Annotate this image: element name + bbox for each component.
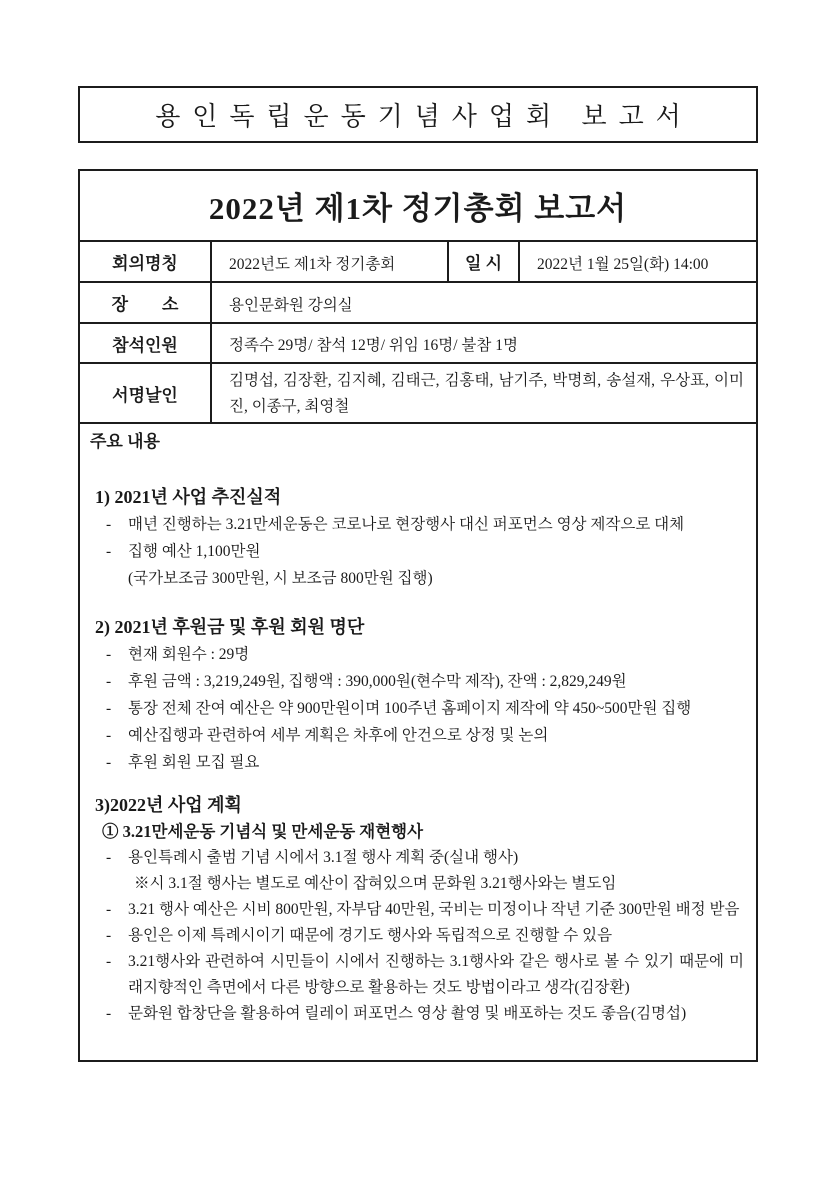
- list-item: [106, 949, 744, 1001]
- bullet-dash: -: [106, 754, 112, 771]
- list-item: [106, 511, 744, 538]
- section-1-note: (국가보조금 300만원, 시 보조금 800만원 집행): [128, 570, 433, 587]
- list-item: [106, 641, 744, 668]
- datetime-label: 일 시: [449, 242, 520, 281]
- meeting-name-value: 2022년도 제1차 정기총회: [212, 242, 449, 281]
- bullet-dash: -: [106, 543, 112, 560]
- bullet-dash: -: [106, 901, 112, 918]
- list-item-text: 용인은 이제 특례시이기 때문에 경기도 행사와 독립적으로 진행할 수 있음: [128, 927, 613, 944]
- report-box: [78, 169, 758, 1062]
- section-2-title: 2) 2021년 후원금 및 후원 회원 명단: [95, 617, 365, 637]
- list-item: [106, 897, 744, 923]
- list-item: [106, 668, 744, 695]
- list-item-text: 매년 진행하는 3.21만세운동은 코로나로 현장행사 대신 퍼포먼스 영상 제작으로 대체: [128, 516, 685, 533]
- bullet-dash: -: [106, 1005, 112, 1022]
- list-item-text: 후원 회원 모집 필요: [128, 754, 260, 771]
- bullet-dash: -: [106, 516, 112, 533]
- list-item: [106, 538, 744, 565]
- bullet-dash: -: [106, 849, 112, 866]
- bullet-dash: -: [106, 953, 112, 970]
- org-title-box: [78, 86, 758, 143]
- list-item-text: 현재 회원수 : 29명: [128, 646, 250, 663]
- list-item-text: 3.21 행사 예산은 시비 800만원, 자부담 40만원, 국비는 미정이나 작년 기준 300만원 배정 받음: [128, 901, 740, 918]
- list-item-text: 예산집행과 관련하여 세부 계획은 차후에 안건으로 상정 및 논의: [128, 727, 549, 744]
- list-item: [106, 695, 744, 722]
- bullet-dash: -: [106, 700, 112, 717]
- meeting-name-label: 회의명칭: [80, 242, 212, 281]
- list-item: [106, 749, 744, 776]
- section-3-note: ※시 3.1절 행사는 별도로 예산이 잡혀있으며 문화원 3.21행사와는 별도임: [134, 875, 617, 892]
- bullet-dash: -: [106, 927, 112, 944]
- attendee-label: 참석인원: [80, 324, 212, 362]
- main-content: [80, 424, 756, 1060]
- org-title: 용인독립운동기념사업회 보고서: [155, 102, 693, 131]
- list-item: [106, 923, 744, 949]
- datetime-value: 2022년 1월 25일(화) 14:00: [537, 255, 709, 273]
- meta-row-attendees: [80, 324, 756, 364]
- attendee-value: 정족수 29명/ 참석 12명/ 위임 16명/ 불참 1명: [229, 337, 518, 354]
- list-item: [106, 845, 744, 871]
- section-3-title: 3)2022년 사업 계획: [95, 795, 242, 815]
- list-item: [106, 1001, 744, 1027]
- meta-row-location: [80, 283, 756, 324]
- bullet-dash: -: [106, 646, 112, 663]
- section-3: [90, 792, 744, 1027]
- list-item-text: 문화원 합창단을 활용하여 릴레이 퍼포먼스 영상 촬영 및 배포하는 것도 좋음(김명섭): [128, 1005, 687, 1022]
- list-item-text: 3.21행사와 관련하여 시민들이 시에서 진행하는 3.1행사와 같은 행사로 볼 수 있기 때문에 미래지향적인 측면에서 다른 방향으로 활용하는 것도 방법이라고 생각(김장환): [128, 953, 744, 996]
- list-item-text: 통장 전체 잔여 예산은 약 900만원이며 100주년 홈페이지 제작에 약 450~500만원 집행: [128, 700, 692, 717]
- bullet-dash: -: [106, 727, 112, 744]
- content-heading: 주요 내용: [90, 432, 160, 451]
- bullet-dash: -: [106, 673, 112, 690]
- report-title: 2022년 제1차 정기총회 보고서: [208, 191, 628, 226]
- section-3-subtitle: ① 3.21만세운동 기념식 및 만세운동 재현행사: [102, 822, 424, 841]
- section-1-title: 1) 2021년 사업 추진실적: [95, 487, 282, 507]
- report-title-row: [80, 171, 756, 242]
- list-item: [106, 722, 744, 749]
- meta-row-signatures: [80, 364, 756, 424]
- location-label: 장 소: [80, 283, 212, 322]
- list-item-text: 후원 금액 : 3,219,249원, 집행액 : 390,000원(현수막 제작), 잔액 : 2,829,249원: [128, 673, 627, 690]
- list-item-text: 용인특례시 출범 기념 시에서 3.1절 행사 계획 중(실내 행사): [128, 849, 519, 866]
- meta-row-meeting: [80, 242, 756, 283]
- location-value: 용인문화원 강의실: [229, 296, 353, 314]
- signature-label: 서명날인: [80, 364, 212, 422]
- list-item-text: 집행 예산 1,100만원: [128, 543, 261, 560]
- signature-value: 김명섭, 김장환, 김지혜, 김태근, 김홍태, 남기주, 박명희, 송설재, 우상표, 이미진, 이종구, 최영철: [229, 372, 744, 415]
